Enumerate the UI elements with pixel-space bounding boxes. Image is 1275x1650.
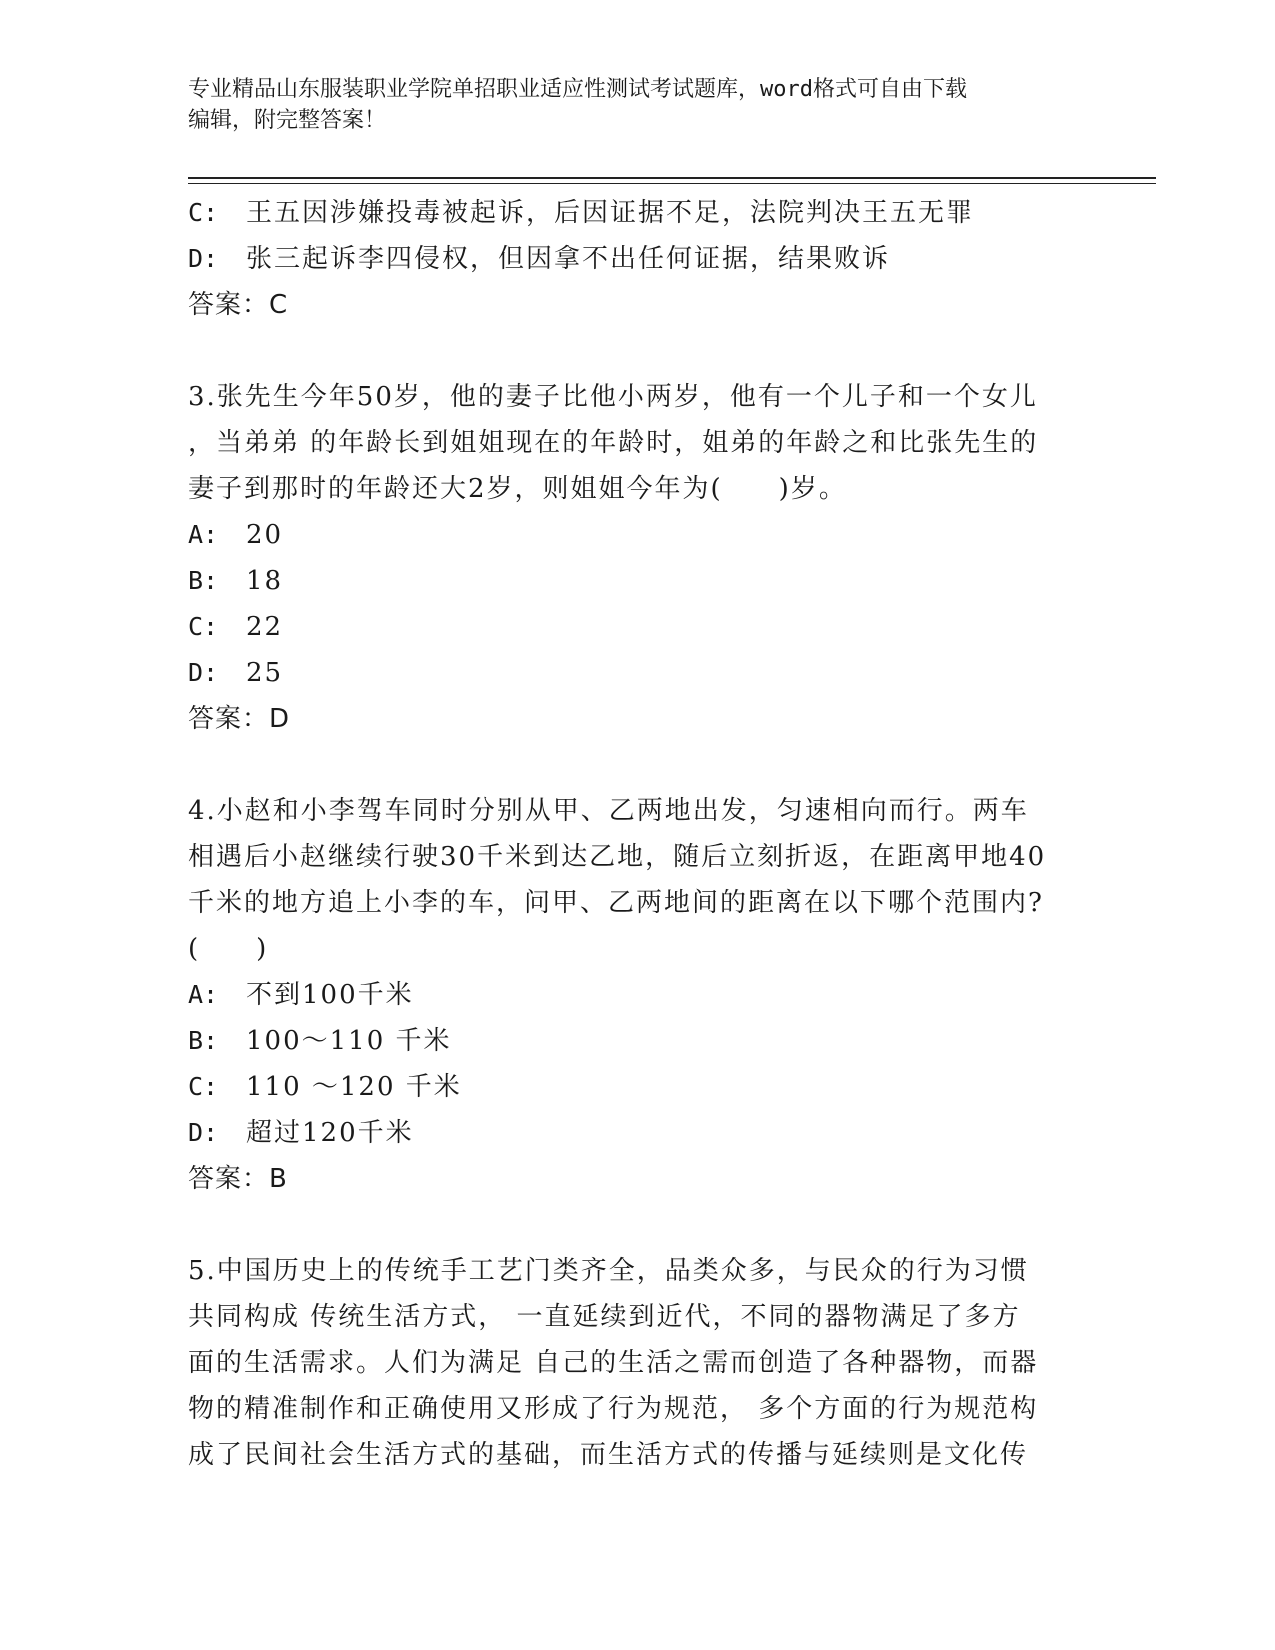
option-letter: D:	[188, 658, 219, 687]
option-text: 不到100千米	[246, 980, 414, 1010]
question-text-line: 4.小赵和小李驾车同时分别从甲、乙两地出发，匀速相向而行。两车	[188, 796, 1029, 826]
answer-line: 答案：B	[188, 1164, 288, 1194]
option-a	[188, 512, 1088, 558]
spacer	[188, 328, 1088, 374]
option-letter: C:	[188, 612, 219, 641]
question-text-line: 3.张先生今年50岁，他的妻子比他小两岁，他有一个儿子和一个女儿	[188, 382, 1038, 412]
spacer	[188, 1202, 1088, 1248]
option-letter: A:	[188, 520, 219, 549]
question-4	[188, 788, 1088, 1202]
question-text-line: 妻子到那时的年龄还大2岁，则姐姐今年为( )岁。	[188, 474, 847, 504]
answer-line: 答案：C	[188, 290, 289, 320]
option-text: 18	[246, 566, 284, 596]
option-text: 张三起诉李四侵权，但因拿不出任何证据，结果败诉	[246, 244, 891, 274]
option-text: 100～110 千米	[246, 1026, 452, 1056]
question-text-line: 面的生活需求。人们为满足 自己的生活之需而创造了各种器物，而器	[188, 1348, 1039, 1378]
option-text: 超过120千米	[246, 1118, 414, 1148]
header-divider-thin	[188, 183, 1156, 184]
option-letter: B:	[188, 1026, 219, 1055]
question-content	[188, 190, 1088, 1478]
option-letter: C:	[188, 198, 219, 227]
question-text-line: 相遇后小赵继续行驶30千米到达乙地，随后立刻折返，在距离甲地40	[188, 842, 1047, 872]
header-line-2: 编辑，附完整答案！	[188, 108, 387, 133]
question-3	[188, 374, 1088, 742]
header-line-1: 专业精品山东服装职业学院单招职业适应性测试考试题库，word格式可自由下载	[188, 77, 967, 102]
header-divider-thick	[188, 177, 1156, 179]
option-c	[188, 604, 1088, 650]
option-letter: C:	[188, 1072, 219, 1101]
question-text-line: ( )	[188, 934, 269, 964]
question-text-line: 千米的地方追上小李的车，问甲、乙两地间的距离在以下哪个范围内?	[188, 888, 1044, 918]
option-text: 王五因涉嫌投毒被起诉，后因证据不足，法院判决王五无罪	[246, 198, 975, 228]
option-b	[188, 1018, 1088, 1064]
page-header	[188, 74, 1088, 136]
spacer	[188, 742, 1088, 788]
option-letter: D:	[188, 1118, 219, 1147]
option-c	[188, 190, 1088, 236]
option-b	[188, 558, 1088, 604]
option-d	[188, 236, 1088, 282]
option-text: 25	[246, 658, 284, 688]
option-text: 22	[246, 612, 284, 642]
option-letter: A:	[188, 980, 219, 1009]
option-a	[188, 972, 1088, 1018]
option-d	[188, 650, 1088, 696]
question-5	[188, 1248, 1088, 1478]
question-text-line: 物的精准制作和正确使用又形成了行为规范， 多个方面的行为规范构	[188, 1394, 1039, 1424]
answer-line: 答案：D	[188, 704, 291, 734]
option-text: 20	[246, 520, 284, 550]
option-text: 110 ～120 千米	[246, 1072, 462, 1102]
question-text-line: 成了民间社会生活方式的基础，而生活方式的传播与延续则是文化传	[188, 1440, 1029, 1470]
question-text-line: 共同构成 传统生活方式， 一直延续到近代，不同的器物满足了多方	[188, 1302, 1021, 1332]
option-letter: D:	[188, 244, 219, 273]
option-letter: B:	[188, 566, 219, 595]
option-d	[188, 1110, 1088, 1156]
question-2	[188, 190, 1088, 328]
question-text-line: 5.中国历史上的传统手工艺门类齐全，品类众多，与民众的行为习惯	[188, 1256, 1029, 1286]
option-c	[188, 1064, 1088, 1110]
question-text-line: ，当弟弟 的年龄长到姐姐现在的年龄时，姐弟的年龄之和比张先生的	[188, 428, 1039, 458]
